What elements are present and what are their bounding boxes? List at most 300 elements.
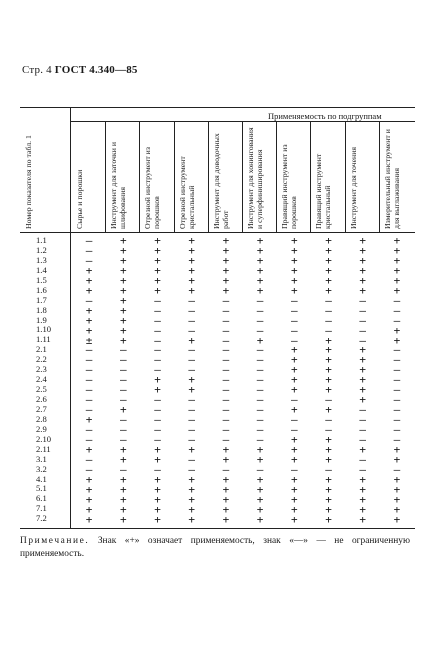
table-cell: + (188, 482, 195, 496)
table-cell: + (188, 253, 195, 267)
table-cell: + (85, 263, 93, 277)
table-cell: — (290, 303, 298, 317)
table-cell: — (290, 333, 298, 347)
table-cell: + (393, 253, 401, 267)
table-cell: — (154, 333, 161, 347)
table-cell: + (188, 234, 195, 247)
table-cell: — (256, 343, 264, 357)
table-cell: + (290, 353, 298, 367)
table-cell: + (393, 502, 401, 516)
table-cell: — (188, 393, 195, 407)
table-cell: — (119, 343, 127, 357)
table-cell: + (188, 472, 195, 486)
table-cell: + (85, 273, 93, 287)
table-cell: — (154, 413, 161, 427)
table-cell: + (325, 373, 332, 387)
row-label: 1.2 (36, 244, 47, 255)
table-cell: + (359, 283, 366, 297)
table-cell: + (154, 482, 161, 496)
table-cell: — (256, 363, 264, 377)
table-cell: + (393, 283, 401, 297)
table-cell: + (188, 442, 195, 456)
index-header-text: Номер показателя по табл. 1 (24, 135, 33, 229)
table-cell: + (325, 403, 332, 417)
row-label: 2.10 (36, 433, 52, 444)
table-cell: — (359, 323, 366, 337)
page-header (22, 64, 138, 76)
row-label: 2.7 (36, 403, 47, 414)
row-label: 2.9 (36, 423, 47, 434)
table-cell: — (290, 393, 298, 407)
table-cell: — (256, 373, 264, 387)
table-cell: — (154, 433, 161, 446)
table-cell: + (359, 383, 366, 397)
table-cell: + (119, 273, 127, 287)
table-cell: — (393, 403, 401, 417)
table-cell: — (85, 243, 93, 257)
row-label: 1.5 (36, 274, 47, 285)
group-title: Применяемость по подгруппам (268, 111, 382, 121)
table-cell: — (222, 303, 230, 317)
table-cell: — (393, 363, 401, 377)
table-cell: + (325, 502, 332, 516)
table-cell: — (393, 343, 401, 357)
table-cell: — (222, 433, 230, 446)
table-cell: + (290, 283, 298, 297)
table-cell: + (359, 363, 366, 377)
column-header-text: Инструмент для заточки и шлифования (109, 141, 128, 229)
table-cell: + (359, 273, 366, 287)
row-label: 1.9 (36, 314, 47, 325)
table-cell: — (222, 393, 230, 407)
table-cell: + (290, 253, 298, 267)
table-cell: — (393, 413, 401, 427)
table-cell: + (325, 253, 332, 267)
table-cell: — (325, 423, 332, 437)
table-cell: + (119, 482, 127, 496)
column-header (383, 123, 411, 233)
table-cell: — (359, 423, 366, 437)
table-cell: — (154, 303, 161, 317)
table-cell: + (359, 253, 366, 267)
table-cell: + (119, 452, 127, 466)
table-cell: — (393, 353, 401, 367)
table-cell: + (359, 263, 366, 277)
table-top-rule (20, 107, 415, 108)
table-cell: + (188, 283, 195, 297)
table-cell: — (359, 333, 366, 347)
table-cell: + (222, 502, 230, 516)
table-cell: + (393, 234, 401, 247)
column-rule (242, 121, 243, 232)
table-cell: + (222, 472, 230, 486)
table-cell: — (154, 353, 161, 367)
table-cell: + (119, 323, 127, 337)
table-cell: + (359, 472, 366, 486)
table-cell: — (290, 462, 298, 476)
table-cell: + (222, 442, 230, 456)
table-cell: + (256, 492, 264, 506)
table-cell: + (393, 492, 401, 506)
table-cell: — (85, 393, 93, 407)
table-cell: — (188, 323, 195, 337)
table-cell: + (154, 383, 161, 397)
table-cell: + (154, 243, 161, 257)
table-cell: — (85, 353, 93, 367)
table-cell: — (222, 343, 230, 357)
row-label: 2.6 (36, 394, 47, 404)
row-label: 2.2 (36, 354, 47, 365)
table-cell: + (256, 472, 264, 486)
table-cell: — (85, 373, 93, 387)
table-cell: + (222, 482, 230, 496)
table-cell: — (393, 423, 401, 437)
table-cell: + (119, 243, 127, 257)
table-cell: — (119, 423, 127, 437)
table-cell: + (188, 263, 195, 277)
table-cell: + (85, 323, 93, 337)
row-label: 1.6 (36, 284, 47, 295)
table-cell: — (222, 363, 230, 377)
table-cell: — (188, 452, 195, 466)
table-cell: — (222, 403, 230, 417)
table-cell: — (85, 363, 93, 377)
table-cell: — (119, 383, 127, 397)
column-rule (139, 121, 140, 232)
table-cell: + (256, 452, 264, 466)
table-cell: — (188, 303, 195, 317)
table-cell: — (325, 413, 332, 427)
table-cell: — (119, 353, 127, 367)
table-cell: + (325, 263, 332, 277)
table-cell: — (154, 323, 161, 337)
table-cell: — (325, 323, 332, 337)
table-cell: + (256, 502, 264, 516)
row-labels (36, 236, 66, 524)
column-header-text: Правящий инструмент из порошков (280, 144, 299, 229)
table-cell: + (222, 253, 230, 267)
table-cell: + (290, 502, 298, 516)
table-cell: — (256, 313, 264, 327)
table-cell: — (359, 403, 366, 417)
table-cell: — (222, 373, 230, 387)
column-header (349, 123, 377, 233)
column-rule (345, 121, 346, 232)
footnote-lead: Примечание. (20, 536, 90, 546)
table-cell: + (154, 273, 161, 287)
table-cell: — (188, 313, 195, 327)
table-cell: — (359, 293, 366, 307)
table-cell: — (119, 413, 127, 427)
table-cell: + (154, 452, 161, 466)
row-label: 2.11 (36, 443, 51, 454)
table-cell: — (325, 313, 332, 327)
column-rule (276, 121, 277, 232)
table-cell: + (290, 452, 298, 466)
table-cell: + (325, 363, 332, 377)
table-cell: + (325, 472, 332, 486)
table-cell: + (85, 283, 93, 297)
column-header-text: Правящий инструмент кристальный (314, 153, 333, 229)
table-cell: + (154, 502, 161, 516)
column-header (143, 123, 171, 233)
table-cell: — (359, 462, 366, 476)
table-cell: + (325, 482, 332, 496)
column-rule (208, 121, 209, 232)
table-cell: + (290, 492, 298, 506)
column-header-text: Отрезной инструмент кристальный (177, 156, 196, 229)
table-cell: + (119, 263, 127, 277)
table-cell: — (222, 383, 230, 397)
index-column-rule (70, 107, 71, 529)
table-cell: — (393, 313, 401, 327)
table-cell: — (85, 293, 93, 307)
table-cell: — (85, 452, 93, 466)
footnote-text: Знак «+» означает применяемость, знак «—» — не ограниченную применяемость. (20, 536, 410, 559)
table-cell: + (325, 353, 332, 367)
table-cell: + (222, 263, 230, 277)
page-number: Стр. 4 (22, 64, 52, 76)
table-cell: + (154, 263, 161, 277)
table-cell: — (85, 253, 93, 267)
table-cell: — (188, 433, 195, 446)
table-cell: — (119, 433, 127, 446)
table-cell: + (188, 333, 195, 347)
table-cell: + (256, 263, 264, 277)
table-cell: + (188, 243, 195, 257)
table-cell: — (154, 393, 161, 407)
table-cell: — (154, 313, 161, 327)
table-cell: + (290, 363, 298, 377)
column-header (246, 123, 274, 233)
row-label: 1.3 (36, 254, 47, 265)
table-cell: + (119, 253, 127, 267)
row-label: 1.11 (36, 334, 51, 345)
row-label: 2.4 (36, 374, 47, 385)
table-cell: + (325, 492, 332, 506)
table-cell: + (325, 243, 332, 257)
row-label: 5.1 (36, 483, 47, 494)
table-cell: + (359, 343, 366, 357)
table-cell: + (188, 502, 195, 516)
table-cell: — (119, 373, 127, 387)
table-cell: + (359, 393, 366, 407)
row-label: 2.3 (36, 364, 47, 375)
table-cell: + (325, 433, 332, 446)
column-header (212, 123, 240, 233)
row-label: 7.1 (36, 503, 47, 514)
table-cell: — (119, 393, 127, 407)
table-cell: — (119, 363, 127, 377)
table-cell: — (325, 293, 332, 307)
table-cell: + (359, 492, 366, 506)
table-cell: + (154, 234, 161, 247)
table-cell: + (119, 313, 127, 327)
table-cell: — (290, 323, 298, 337)
table-cell: — (393, 303, 401, 317)
table-cell: — (256, 413, 264, 427)
table-cell: — (154, 293, 161, 307)
table-cell: + (393, 323, 401, 337)
table-cell: + (256, 283, 264, 297)
table-cell: — (256, 403, 264, 417)
table-cell: — (85, 343, 93, 357)
row-label: 4.1 (36, 473, 47, 484)
table-cell: + (119, 472, 127, 486)
table-cell: + (85, 413, 93, 427)
table-cell: — (85, 234, 93, 247)
row-label: 1.7 (36, 294, 47, 305)
table-cell: — (256, 423, 264, 437)
table-cell: — (359, 452, 366, 466)
column-rule (379, 121, 380, 232)
table-cell: + (290, 243, 298, 257)
table-cell: + (119, 333, 127, 347)
table-cell: — (222, 333, 230, 347)
table-cell: — (154, 423, 161, 437)
table-cell: + (154, 283, 161, 297)
table-cell: + (359, 482, 366, 496)
table-cell: + (119, 442, 127, 456)
table-cell: + (256, 253, 264, 267)
table-cell: + (85, 313, 93, 327)
table-cell: — (188, 462, 195, 476)
table-cell: + (290, 512, 298, 526)
table-cell: + (85, 482, 93, 496)
table-cell: + (393, 243, 401, 257)
row-label: 3.2 (36, 463, 47, 474)
table-cell: — (256, 353, 264, 367)
table-cell: + (290, 442, 298, 456)
table-cell: + (393, 472, 401, 486)
table-cell: + (393, 512, 401, 526)
table-cell: + (359, 442, 366, 456)
table-cell: + (325, 343, 332, 357)
table-cell: + (188, 373, 195, 387)
table-cell: — (393, 383, 401, 397)
table-cell: — (85, 403, 93, 417)
row-label: 3.1 (36, 453, 47, 464)
table-cell: — (290, 313, 298, 327)
table-cell: + (359, 502, 366, 516)
column-header (178, 123, 206, 233)
table-cell: + (154, 442, 161, 456)
table-cell: + (85, 512, 93, 526)
table-cell: + (290, 482, 298, 496)
table-cell: + (119, 234, 127, 247)
table-cell: + (119, 403, 127, 417)
table-cell: — (256, 383, 264, 397)
table-cell: + (325, 273, 332, 287)
table-cell: + (85, 442, 93, 456)
table-cell: + (188, 383, 195, 397)
table-cell: — (222, 462, 230, 476)
table-cell: — (290, 413, 298, 427)
table-cell: + (154, 472, 161, 486)
row-label: 1.1 (36, 235, 47, 245)
table-cell: — (119, 462, 127, 476)
table-cell: + (393, 452, 401, 466)
table-cell: + (290, 273, 298, 287)
table-cell: — (256, 323, 264, 337)
table-cell: + (119, 283, 127, 297)
table-cell: + (325, 283, 332, 297)
table-cell: — (188, 363, 195, 377)
table-cell: — (359, 433, 366, 446)
row-label: 1.8 (36, 304, 47, 315)
table-cell: + (222, 512, 230, 526)
column-rule (105, 121, 106, 232)
table-cell: + (85, 472, 93, 486)
table-cell: + (119, 303, 127, 317)
table-cell: — (188, 353, 195, 367)
table-cell: + (325, 333, 332, 347)
table-cell: — (85, 462, 93, 476)
table-cell: + (290, 343, 298, 357)
row-label: 2.8 (36, 413, 47, 424)
table-cell: + (256, 273, 264, 287)
table-cell: + (85, 502, 93, 516)
table-cell: + (154, 253, 161, 267)
table-cell: — (359, 303, 366, 317)
table-cell: + (325, 234, 332, 247)
column-header (75, 123, 103, 233)
column-header (314, 123, 342, 233)
table-cell: + (290, 234, 298, 247)
table-cell: + (222, 234, 230, 247)
column-rule (174, 121, 175, 232)
table-cell: + (222, 273, 230, 287)
table-cell: + (393, 442, 401, 456)
table-cell: + (393, 482, 401, 496)
table-cell: + (393, 263, 401, 277)
table-cell: + (290, 433, 298, 446)
table-cell: + (188, 273, 195, 287)
table-cell: — (222, 353, 230, 367)
table-cell: + (359, 373, 366, 387)
table-cell: — (393, 433, 401, 446)
table-cell: — (188, 423, 195, 437)
column-header-text: Инструмент для точения (348, 147, 358, 229)
column-header (109, 123, 137, 233)
table-cell: + (256, 243, 264, 257)
table-cell: — (154, 462, 161, 476)
table-cell: — (85, 433, 93, 446)
table-cell: + (393, 273, 401, 287)
table-cell: — (188, 293, 195, 307)
table-cell: + (393, 333, 401, 347)
table-bottom-rule (20, 528, 415, 529)
index-column-header (24, 123, 66, 233)
row-label: 1.4 (36, 264, 47, 275)
table-cell: — (325, 393, 332, 407)
table-cell: + (290, 383, 298, 397)
table-cell: + (85, 492, 93, 506)
table-cell: — (393, 393, 401, 407)
table-cell: — (256, 293, 264, 307)
table-cell: + (290, 403, 298, 417)
table-cell: + (325, 383, 332, 397)
table-cell: — (188, 403, 195, 417)
table-cell: + (154, 373, 161, 387)
table-cell: — (290, 423, 298, 437)
row-label: 6.1 (36, 493, 47, 504)
table-cell: + (256, 333, 264, 347)
table-cell: + (154, 492, 161, 506)
table-cell: — (188, 413, 195, 427)
table-cell: — (256, 393, 264, 407)
table-cell: + (290, 472, 298, 486)
